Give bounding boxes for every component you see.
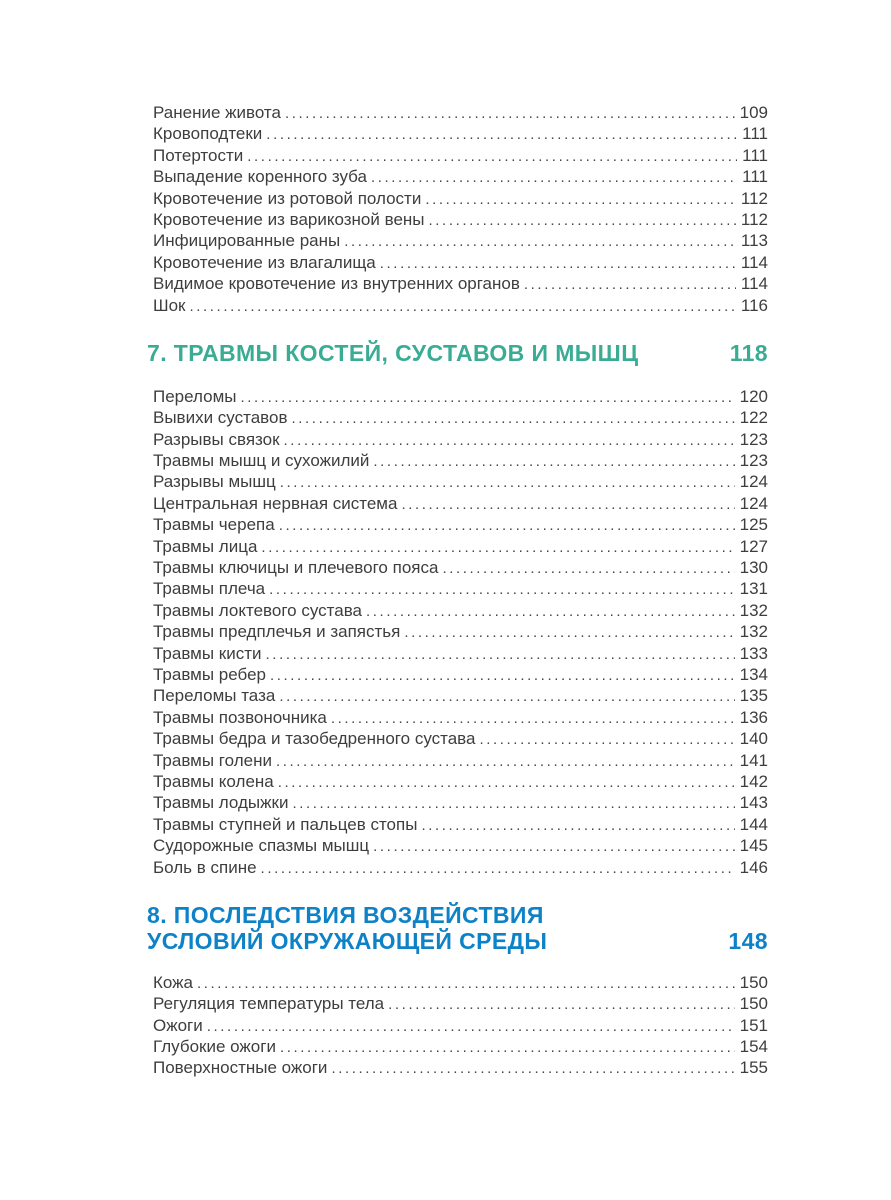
toc-entry-page-number: 112 (740, 209, 768, 229)
toc-entry (147, 429, 768, 450)
toc-entry-page-number: 150 (739, 994, 768, 1014)
toc-entry-title: Переломы (153, 386, 237, 406)
dot-leader (292, 408, 735, 429)
toc-entry (147, 835, 768, 856)
toc-entry-title: Травмы лодыжки (153, 793, 289, 813)
toc-entry (147, 1057, 768, 1078)
toc-entry (147, 123, 768, 144)
toc-entry-page-number: 150 (739, 972, 768, 992)
dot-leader (524, 274, 736, 295)
dot-leader (266, 644, 735, 665)
toc-entry-page-number: 135 (739, 686, 768, 706)
section-8 (147, 902, 768, 1079)
toc-entry-page-number: 112 (740, 188, 768, 208)
toc-entry-title: Травмы ключицы и плечевого пояса (153, 558, 439, 578)
dot-leader (388, 994, 734, 1015)
toc-entry-page-number: 125 (739, 515, 768, 535)
toc-entry-title: Вывихи суставов (153, 408, 288, 428)
toc-entry (147, 386, 768, 407)
toc-entry-page-number: 130 (739, 558, 768, 578)
dot-leader (292, 793, 734, 814)
toc-entry-title: Выпадение коренного зуба (153, 167, 367, 187)
section-6-continued-entry-list (147, 102, 768, 316)
toc-entry-title: Кожа (153, 972, 193, 992)
section-6-continued (147, 102, 768, 316)
toc-entry (147, 857, 768, 878)
dot-leader (331, 1058, 734, 1079)
dot-leader (380, 253, 736, 274)
dot-leader (261, 537, 734, 558)
toc-entry (147, 600, 768, 621)
toc-entry (147, 621, 768, 642)
toc-entry (147, 728, 768, 749)
toc-entry-title: Травмы колена (153, 771, 274, 791)
toc-entry-page-number: 132 (739, 600, 768, 620)
toc-entry (147, 1036, 768, 1057)
toc-entry-title: Травмы предплечья и запястья (153, 622, 401, 642)
toc-entry-title: Травмы локтевого сустава (153, 600, 363, 620)
toc-entry-title: Травмы плеча (153, 579, 266, 599)
toc-entry-title: Травмы ступней и пальцев стопы (153, 814, 418, 834)
dot-leader (280, 472, 735, 493)
dot-leader (401, 494, 734, 515)
toc-entry (147, 493, 768, 514)
dot-leader (366, 601, 735, 622)
toc-entry (147, 209, 768, 230)
toc-entry-page-number: 122 (739, 408, 768, 428)
section-7 (147, 340, 768, 878)
toc-entry (147, 707, 768, 728)
toc-entry-page-number: 133 (739, 643, 768, 663)
toc-entry-page-number: 111 (742, 167, 768, 187)
dot-leader (285, 103, 735, 124)
dot-leader (278, 772, 735, 793)
toc-entry (147, 273, 768, 294)
dot-leader (279, 515, 735, 536)
toc-entry (147, 814, 768, 835)
toc-entry (147, 230, 768, 251)
section-7-heading (147, 340, 768, 366)
toc-entry-page-number: 140 (739, 729, 768, 749)
toc-entry-title: Травмы черепа (153, 515, 275, 535)
toc-entry-page-number: 124 (739, 472, 768, 492)
dot-leader (442, 558, 734, 579)
dot-leader (197, 973, 735, 994)
toc-entry-page-number: 120 (739, 386, 768, 406)
toc-entry (147, 643, 768, 664)
toc-entry-title: Боль в спине (153, 857, 257, 877)
dot-leader (189, 296, 735, 317)
toc-entry-page-number: 123 (739, 429, 768, 449)
toc-entry-page-number: 111 (742, 145, 768, 165)
toc-entry-title: Переломы таза (153, 686, 276, 706)
section-8-heading (147, 902, 768, 954)
toc-entry-title: Травмы ребер (153, 664, 266, 684)
dot-leader (247, 146, 737, 167)
toc-entry-title: Шок (153, 295, 186, 315)
dot-leader (429, 210, 736, 231)
toc-entry-page-number: 116 (740, 295, 768, 315)
toc-entry-title: Судорожные спазмы мышц (153, 836, 370, 856)
dot-leader (373, 836, 734, 857)
dot-leader (344, 231, 736, 252)
dot-leader (371, 167, 737, 188)
toc-entry-title: Разрывы связок (153, 429, 280, 449)
toc-entry-page-number: 131 (739, 579, 768, 599)
toc-entry (147, 750, 768, 771)
dot-leader (270, 665, 735, 686)
toc-entry-page-number: 141 (739, 750, 768, 770)
toc-entry-title: Кровотечение из варикозной вены (153, 209, 425, 229)
toc-entry-title: Кровоподтеки (153, 124, 263, 144)
dot-leader (331, 708, 735, 729)
toc-entry (147, 792, 768, 813)
toc-entry-title: Кровотечение из влагалища (153, 252, 376, 272)
section-heading-page-number: 148 (728, 927, 768, 954)
dot-leader (276, 751, 735, 772)
toc-entry-page-number: 127 (739, 536, 768, 556)
toc-entry-page-number: 109 (739, 103, 768, 122)
toc-entry-title: Травмы кисти (153, 643, 262, 663)
dot-leader (479, 729, 734, 750)
dot-leader (280, 1037, 735, 1058)
toc-entry (147, 166, 768, 187)
toc-entry-title: Регуляция температуры тела (153, 994, 385, 1014)
toc-entry (147, 145, 768, 166)
toc-entry (147, 993, 768, 1014)
toc-entry (147, 972, 768, 993)
section-heading-page-number: 118 (729, 339, 768, 366)
toc-entry-title: Травмы голени (153, 750, 272, 770)
toc-entry-page-number: 111 (742, 124, 768, 144)
section-8-entry-list (147, 972, 768, 1079)
toc-entry-title: Травмы лица (153, 536, 258, 556)
toc-entry-title: Травмы мышц и сухожилий (153, 451, 370, 471)
toc-entry-title: Кровотечение из ротовой полости (153, 188, 422, 208)
toc-entry-page-number: 132 (739, 622, 768, 642)
dot-leader (261, 858, 735, 879)
dot-leader (404, 622, 734, 643)
toc-entry (147, 664, 768, 685)
dot-leader (279, 686, 734, 707)
toc-entry-page-number: 114 (740, 274, 768, 294)
toc-entry-title: Инфицированные раны (153, 231, 341, 251)
toc-entry-page-number: 113 (740, 231, 768, 251)
toc-content (147, 102, 768, 1079)
section-heading-title: 8. ПОСЛЕДСТВИЯ ВОЗДЕЙСТВИЯ УСЛОВИЙ ОКРУЖАЮЩЕЙ СРЕДЫ (147, 901, 548, 954)
toc-entry (147, 578, 768, 599)
dot-leader (425, 189, 736, 210)
dot-leader (421, 815, 734, 836)
toc-entry (147, 450, 768, 471)
toc-entry-title: Травмы позвоночника (153, 707, 327, 727)
toc-entry (147, 188, 768, 209)
toc-entry (147, 407, 768, 428)
toc-entry (147, 471, 768, 492)
dot-leader (207, 1016, 735, 1037)
toc-entry (147, 295, 768, 316)
toc-entry (147, 252, 768, 273)
toc-entry-title: Глубокие ожоги (153, 1037, 276, 1057)
toc-entry-title: Разрывы мышц (153, 472, 276, 492)
toc-entry-page-number: 154 (739, 1037, 768, 1057)
toc-entry (147, 685, 768, 706)
toc-entry-title: Центральная нервная система (153, 493, 398, 513)
toc-entry (147, 102, 768, 123)
toc-entry (147, 514, 768, 535)
toc-entry-title: Ранение живота (153, 103, 281, 122)
dot-leader (284, 430, 735, 451)
toc-entry-page-number: 151 (739, 1015, 768, 1035)
toc-entry-page-number: 136 (739, 707, 768, 727)
dot-leader (269, 579, 734, 600)
toc-entry-page-number: 143 (739, 793, 768, 813)
toc-entry (147, 557, 768, 578)
toc-entry-title: Потертости (153, 145, 244, 165)
toc-entry-title: Ожоги (153, 1015, 203, 1035)
dot-leader (266, 124, 737, 145)
toc-entry-page-number: 145 (739, 836, 768, 856)
toc-entry-page-number: 142 (739, 771, 768, 791)
dot-leader (373, 451, 734, 472)
section-heading-title: 7. ТРАВМЫ КОСТЕЙ, СУСТАВОВ И МЫШЦ (147, 339, 639, 366)
toc-entry (147, 771, 768, 792)
toc-entry-page-number: 146 (739, 857, 768, 877)
toc-entry-page-number: 155 (739, 1058, 768, 1078)
toc-entry-page-number: 124 (739, 493, 768, 513)
section-7-entry-list (147, 386, 768, 878)
toc-entry-page-number: 144 (739, 814, 768, 834)
toc-entry (147, 536, 768, 557)
toc-entry-title: Поверхностные ожоги (153, 1058, 328, 1078)
toc-entry-page-number: 134 (739, 664, 768, 684)
toc-entry (147, 1015, 768, 1036)
toc-entry-page-number: 114 (740, 252, 768, 272)
dot-leader (241, 387, 735, 408)
toc-entry-title: Травмы бедра и тазобедренного сустава (153, 729, 476, 749)
toc-entry-page-number: 123 (739, 451, 768, 471)
toc-entry-title: Видимое кровотечение из внутренних органов (153, 274, 520, 294)
